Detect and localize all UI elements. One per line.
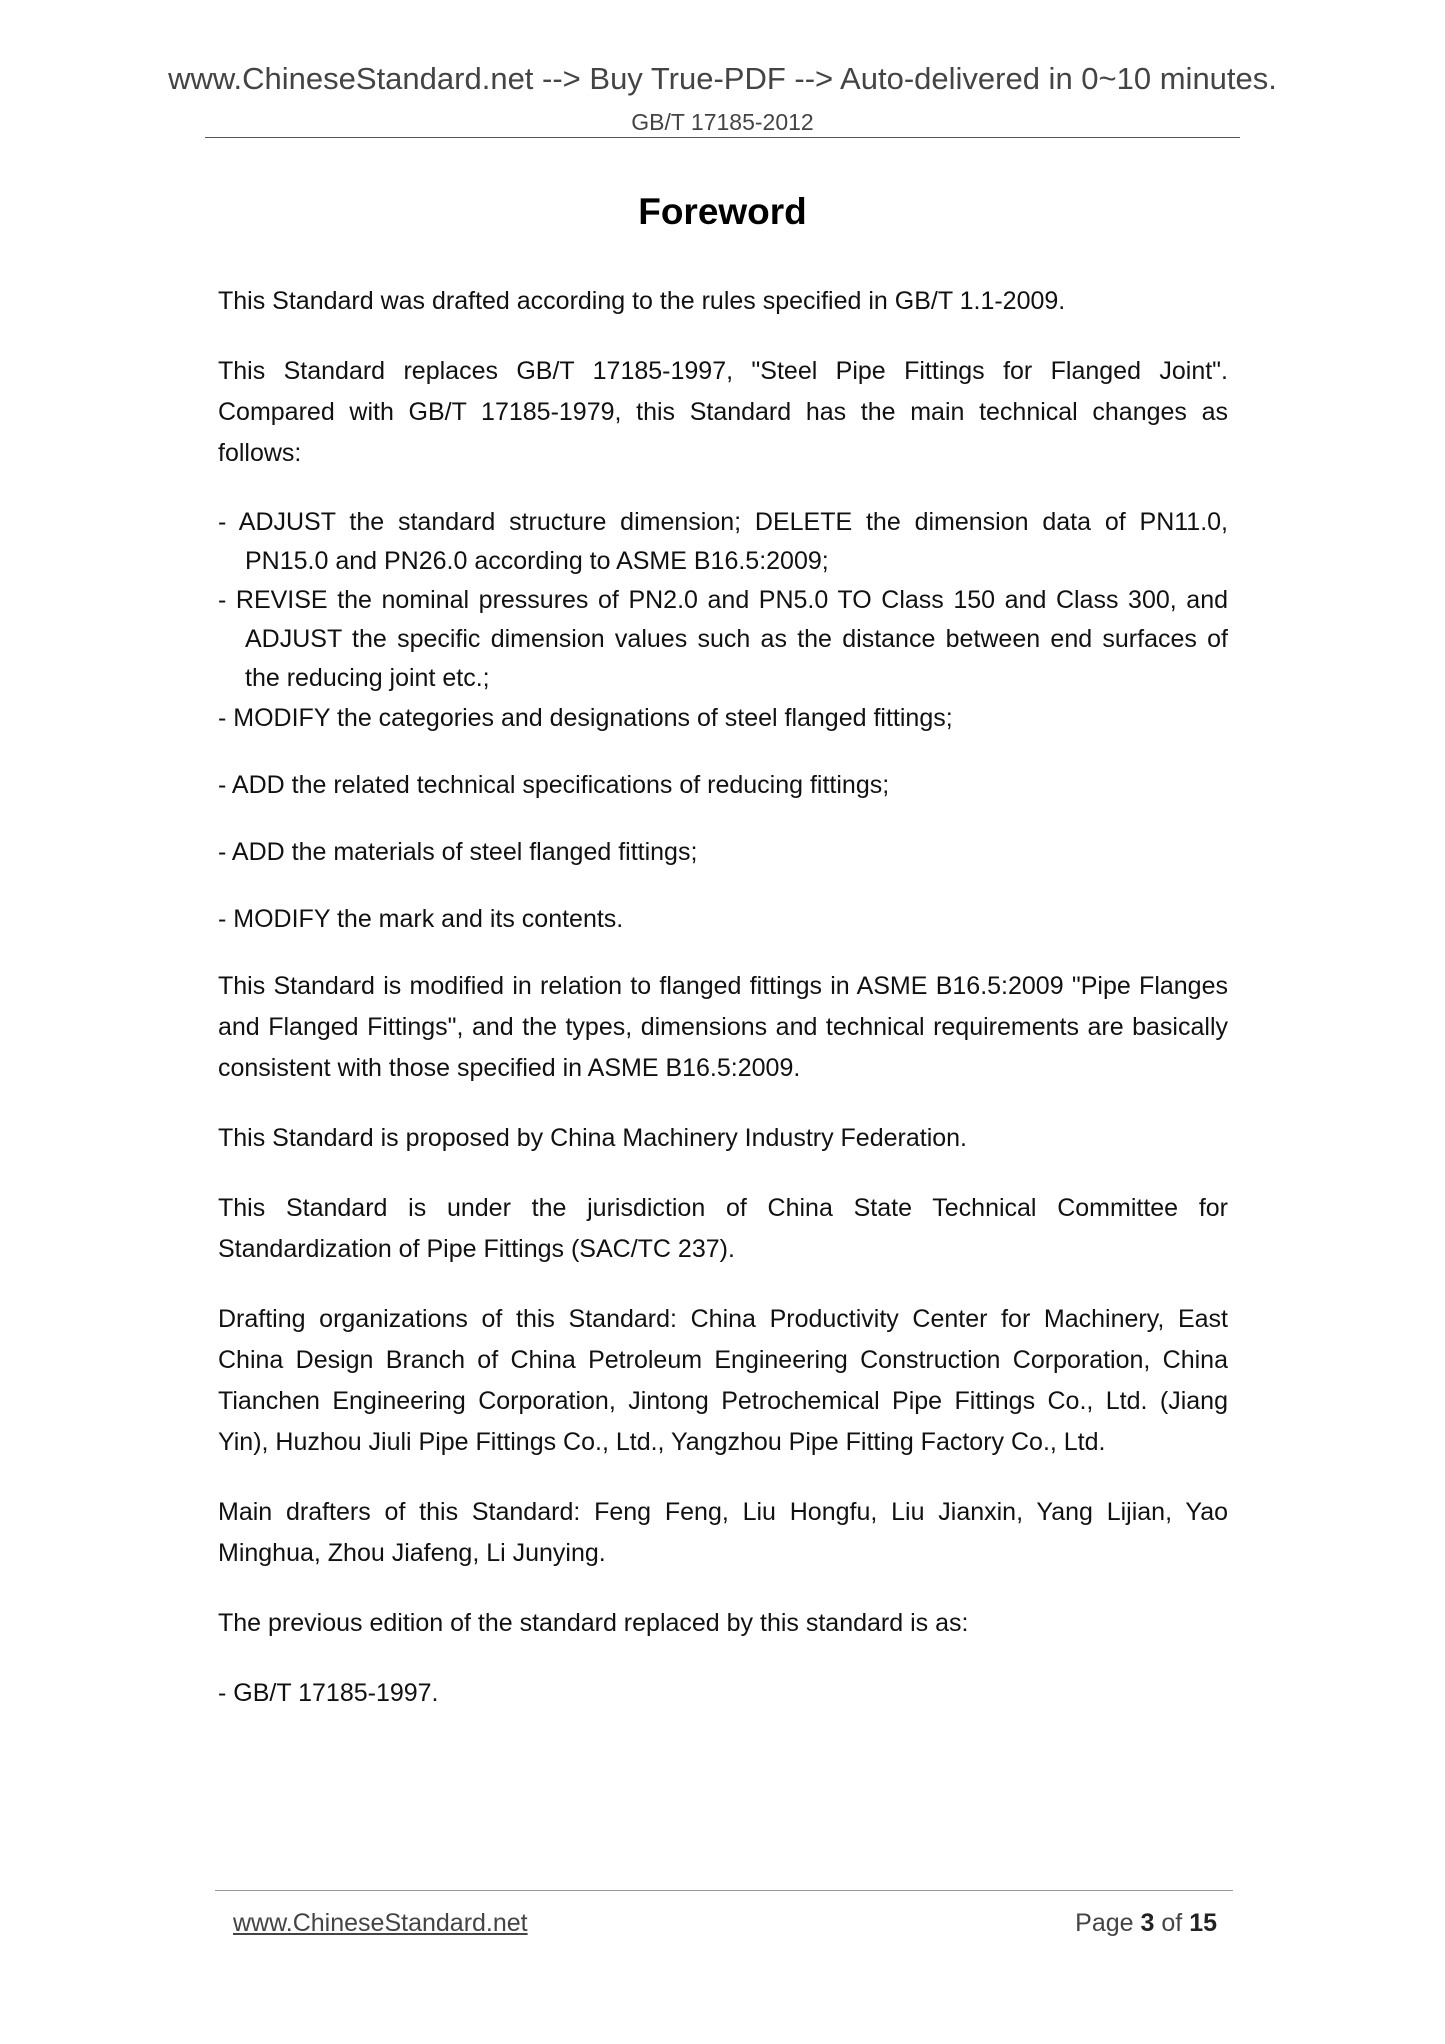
header-banner: www.ChineseStandard.net --> Buy True-PDF --> Auto-delivered in 0~10 minutes.	[168, 61, 1277, 96]
paragraph-proposed-by: This Standard is proposed by China Machinery Industry Federation.	[218, 1124, 967, 1152]
standard-code: GB/T 17185-2012	[631, 109, 814, 135]
change-item: - MODIFY the mark and its contents.	[218, 905, 624, 933]
page-header	[0, 58, 1445, 138]
page-title: Foreword	[638, 191, 807, 232]
paragraph-drafting-rules: This Standard was drafted according to the rules specified in GB/T 1.1-2009.	[218, 287, 1066, 315]
page-number	[1075, 1906, 1217, 1940]
header-divider	[205, 137, 1240, 138]
footer-divider	[215, 1890, 1233, 1891]
footer-site-link[interactable]: www.ChineseStandard.net	[233, 1909, 528, 1937]
page-label: Page	[1075, 1909, 1134, 1937]
document-body	[218, 281, 1228, 1740]
change-item: - MODIFY the categories and designations of steel flanged fittings;	[218, 704, 953, 732]
paragraph-asme-relation: This Standard is modified in relation to flanged fittings in ASME B16.5:2009 "Pipe Flanges and Flanged Fittings", and the types, dimensions and technical requirements are basically consistent with those specified in ASME B16.5:2009.	[218, 972, 1228, 1082]
paragraph-main-drafters: Main drafters of this Standard: Feng Feng, Liu Hongfu, Liu Jianxin, Yang Lijian, Yao Minghua, Zhou Jiafeng, Li Junying.	[218, 1498, 1228, 1567]
page-current: 3	[1140, 1909, 1155, 1937]
paragraph-jurisdiction: This Standard is under the jurisdiction of China State Technical Committee for Standardization of Pipe Fittings (SAC/TC 237).	[218, 1194, 1228, 1263]
paragraph-previous-edition: The previous edition of the standard replaced by this standard is as:	[218, 1609, 969, 1637]
change-item: - ADD the materials of steel flanged fittings;	[218, 838, 698, 866]
change-item: - REVISE the nominal pressures of PN2.0 and PN5.0 TO Class 150 and Class 300, and ADJUST the specific dimension values such as the distance between end surfaces of the reducing joint etc.;	[218, 586, 1228, 692]
previous-edition-item: - GB/T 17185-1997.	[218, 1679, 439, 1707]
change-item: - ADJUST the standard structure dimension; DELETE the dimension data of PN11.0, PN15.0 and PN26.0 according to ASME B16.5:2009;	[218, 508, 1228, 575]
paragraph-drafting-organizations: Drafting organizations of this Standard: China Productivity Center for Machinery, East China Design Branch of China Petroleum Engineering Construction Corporation, China Tianchen Engineering Corporation, Jintong Petrochemical Pipe Fittings Co., Ltd. (Jiang Yin), Huzhou Jiuli Pipe Fittings Co., Ltd., Yangzhou Pipe Fitting Factory Co., Ltd.	[218, 1305, 1228, 1456]
change-item: - ADD the related technical specifications of reducing fittings;	[218, 771, 890, 799]
page-total: 15	[1189, 1909, 1217, 1937]
paragraph-replaces: This Standard replaces GB/T 17185-1997, "Steel Pipe Fittings for Flanged Joint". Compared with GB/T 17185-1979, this Standard has the main technical changes as follows:	[218, 357, 1228, 467]
page-of-label: of	[1161, 1909, 1183, 1937]
